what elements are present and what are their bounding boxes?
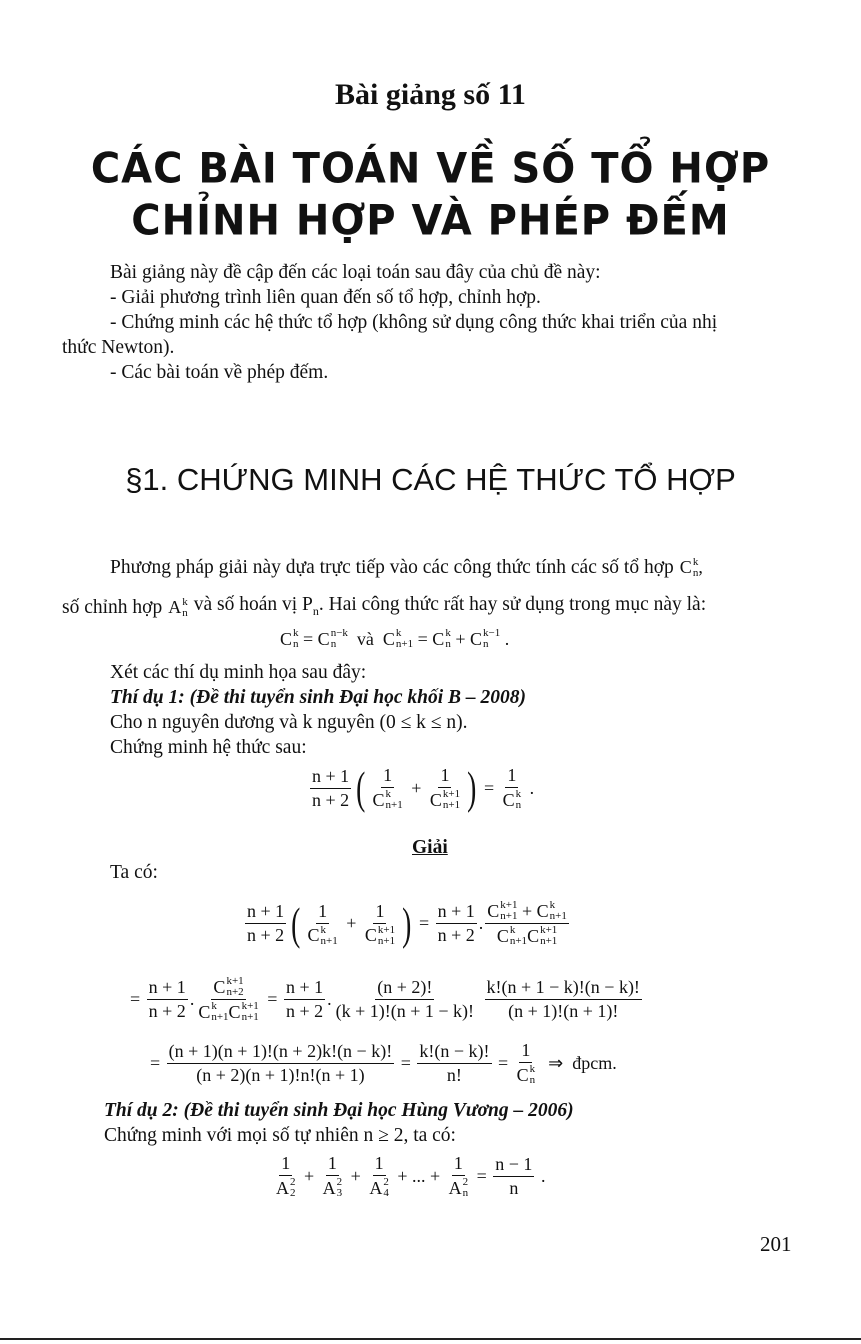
sup-sub [331,628,348,650]
combinatoric-symbol [432,628,451,650]
formula-text: n + 2 [437,925,475,945]
combinatoric-symbol [307,925,337,947]
fraction [485,900,569,947]
numerator [310,766,351,789]
intro-line: thức Newton). [62,337,175,358]
group-content [368,765,464,811]
fraction [417,1041,491,1086]
example2-title: Thí dụ 2: (Đề thi tuyển sinh Đại học Hùng Vương – 2006) [104,1100,574,1121]
symbol-base: C [213,976,226,997]
sup-sub [378,925,395,947]
sup-sub [182,597,188,619]
superscript: 2 [383,1176,389,1188]
superscript: k [692,555,699,568]
section-title: §1. CHỨNG MINH CÁC HỆ THỨC TỔ HỢP [125,462,736,497]
formula-text: . [327,989,332,1009]
fraction [274,1153,298,1199]
subscript: n+1 [241,1011,259,1023]
numerator [211,976,245,1000]
we-have: Ta có: [110,862,158,883]
denominator [245,924,286,946]
subscript: n+1 [377,934,396,947]
symbol-base: A [168,597,182,618]
formula-text: n + 2 [285,1001,324,1021]
subscript: n+1 [385,799,403,811]
subscript: n+1 [395,638,414,650]
formula-example2 [272,1153,545,1199]
denominator [436,924,477,946]
sup-sub [386,789,403,811]
method-text: số chỉnh hợp [62,597,163,619]
formula-text: k!(n − k)! [419,1040,490,1061]
formula-text: = [150,1052,165,1073]
numerator [373,901,386,924]
superscript: k [549,899,556,911]
formula-text: (k + 1)!(n + 1 − k)! [335,1001,475,1021]
numerator [438,765,451,788]
formula-text: + [346,1165,366,1186]
numerator [381,765,394,788]
fraction [334,977,476,1022]
symbol-base: C [280,628,293,649]
formula-text: 1 [453,1153,463,1173]
combinatoric-symbol [497,925,527,947]
numerator [436,901,477,924]
denominator [194,1064,366,1086]
subscript: 4 [383,1187,389,1199]
symbol-base: C [429,789,442,810]
fraction [196,976,260,1023]
fraction [485,977,642,1022]
numerator [519,1040,532,1063]
fraction [321,1153,345,1199]
fraction [428,765,462,811]
fraction [493,1154,534,1199]
symbol-base: C [487,900,500,921]
subscript: n+1 [211,1011,229,1023]
formula-akn [168,595,188,620]
formula-text: . [536,1165,546,1186]
formula-text: = [396,1052,416,1073]
formula-text: n + 2 [312,789,350,810]
right-paren: ) [402,897,412,949]
denominator [284,1000,325,1022]
symbol-base: C [432,628,445,649]
subscript: n [445,638,451,650]
combinatoric-symbol [449,1177,469,1199]
intro-line: - Các bài toán về phép đếm. [110,362,329,383]
fraction [305,901,339,947]
symbol-base: C [496,925,509,946]
sup-sub [483,628,500,650]
sup-sub [463,1177,469,1199]
fraction [363,901,397,947]
combinatoric-symbol [430,789,460,811]
subscript: n [330,638,337,650]
sup-sub [337,1177,343,1199]
numerator [485,977,642,1000]
denominator [321,1176,345,1199]
subscript: n+1 [549,910,567,922]
fraction [436,901,477,946]
superscript: k+1 [442,788,461,800]
formula-text: k!(n + 1 − k)!(n − k)! [486,977,640,997]
formula-text [478,989,483,1010]
superscript: 2 [462,1176,469,1188]
denominator [515,1063,538,1086]
left-paren: ( [356,762,366,813]
formula-text: 1 [521,1040,531,1060]
denominator [445,1064,464,1086]
formula-text: + ... + [392,1165,445,1186]
denominator [506,1000,620,1022]
method-text: . Hai công thức rất hay sử dụng trong mục này là: [318,594,707,615]
numerator [375,977,434,1000]
superscript: n−k [330,627,348,639]
numerator [279,1153,292,1176]
page-number: 201 [760,1232,792,1256]
formula-text: + [299,1165,319,1186]
right-paren: ) [467,762,477,813]
superscript: k [529,1063,536,1075]
subscript: n+1 [509,935,528,947]
superscript: k [445,627,451,639]
formula-text: n! [446,1064,462,1085]
left-paren: ( [291,897,301,949]
formula-text: = [472,1165,492,1186]
superscript: k+1 [241,1000,259,1012]
formula-step2 [130,976,644,1023]
denominator [310,789,351,811]
symbol-base: A [276,1177,289,1198]
formula-text: 1 [375,900,385,921]
subscript: n [529,1074,536,1086]
subscript: n [182,606,188,619]
pn-subscript: n [312,603,319,618]
example1-prove: Chứng minh hệ thức sau: [110,737,307,758]
formula-text: n + 1 [312,765,350,786]
formula-text: + [517,900,537,921]
formula-text: . [525,777,535,798]
formula-step3 [150,1040,617,1086]
symbol-base: A [369,1177,383,1198]
method-line1 [110,555,703,580]
method-line2 [62,592,706,624]
denominator [363,924,397,947]
superscript: k [182,595,188,608]
formula-text: . [189,989,195,1009]
sup-sub [516,789,522,811]
combinatoric-symbol [537,900,567,922]
formula-text: = [479,777,499,798]
fraction [501,765,524,811]
subscript: n+1 [442,799,461,811]
sup-sub [242,1001,259,1023]
sup-sub [530,1064,536,1086]
fraction [245,901,286,946]
formula-text: n + 1 [247,901,285,921]
examples-intro: Xét các thí dụ minh họa sau đây: [110,662,367,683]
formula-text: 1 [507,765,517,785]
formula-text: . [500,628,510,649]
chapter-title-line1: CÁC BÀI TOÁN VỀ SỐ TỔ HỢP [90,144,771,194]
subscript: n+2 [226,986,244,998]
formula-text: 1 [374,1153,384,1173]
symbol-base: C [382,628,395,649]
formula-text: = [414,913,434,933]
fraction [447,1153,471,1199]
page-bottom-rule [0,1338,861,1340]
fraction [310,766,351,811]
formula-text: ⇒ đpcm. [539,1052,617,1073]
combinatoric-symbol [680,555,699,580]
formula-identities [280,628,509,650]
denominator [274,1176,298,1199]
intro-line: - Giải phương trình liên quan đến số tổ hợp, chỉnh hợp. [110,287,541,308]
formula-text: 1 [440,765,450,785]
parenthesized-group [288,897,414,949]
symbol-base: C [679,557,692,577]
denominator [428,788,462,811]
formula-text: = [262,989,282,1009]
denominator [367,1176,391,1199]
numerator [167,1041,395,1064]
combinatoric-symbol [527,925,557,947]
formula-text: n + 2 [247,925,285,945]
combinatoric-symbol [280,628,299,650]
superscript: k [320,923,326,936]
combinatoric-symbol [503,789,522,811]
combinatoric-symbol [276,1177,296,1199]
example2-prove: Chứng minh với mọi số tự nhiên n ≥ 2, ta có: [104,1125,456,1146]
numerator [245,901,286,924]
combinatoric-symbol [372,789,402,811]
superscript: k [385,788,391,800]
symbol-base: C [198,1001,211,1022]
formula-text: n + 2 [148,1001,186,1021]
intro-line: Bài giảng này đề cập đến các loại toán sau đây của chủ đề này: [110,262,601,283]
formula-text: n − 1 [495,1153,533,1174]
symbol-base: C [469,628,482,649]
formula-step1 [243,897,571,949]
formula-text: và [347,628,383,649]
symbol-base: C [228,1001,241,1022]
sup-sub [510,925,527,947]
denominator [334,1000,476,1022]
formula-text: + [406,777,426,798]
subscript: n [515,799,522,811]
subscript: n [692,566,699,579]
superscript: k [395,627,402,639]
numerator [147,977,188,1000]
formula-text: + [450,628,470,649]
subscript: n [482,638,489,650]
example1-title: Thí dụ 1: (Đề thi tuyển sinh Đại học khối B – 2008) [110,687,527,708]
symbol-base: C [527,925,540,946]
superscript: k+1 [500,899,518,911]
formula-text: = [493,1052,513,1073]
formula-text: n + 1 [148,977,186,997]
symbol-base: C [364,925,377,945]
solution-label: Giải [412,837,448,858]
numerator [284,977,325,1000]
formula-text: = [413,628,433,649]
symbol-base: C [317,628,330,649]
denominator [495,924,559,947]
formula-text: n + 1 [437,901,475,921]
numerator [326,1153,339,1176]
denominator [305,924,339,947]
formula-text: = [298,628,318,649]
combinatoric-symbol [517,1064,536,1086]
subscript: 3 [336,1187,343,1199]
fraction [167,1041,395,1086]
sup-sub [443,789,460,811]
formula-text: 1 [327,1153,337,1173]
subscript: n+1 [540,935,558,947]
method-text [194,592,706,624]
formula-text: (n + 2)! [377,977,433,997]
fraction [147,977,188,1022]
numerator [316,901,329,924]
subscript: n [293,638,299,650]
formula-text: (n + 1)(n + 1)!(n + 2)k!(n − k)! [168,1040,393,1061]
symbol-base: A [322,1177,336,1198]
sup-sub [290,1177,296,1199]
formula-text: 1 [383,765,393,785]
symbol-base: C [372,789,385,810]
symbol-base: C [516,1064,529,1085]
superscript: 2 [290,1176,296,1188]
combinatoric-symbol [198,1001,228,1023]
formula-text: = [130,989,145,1009]
sup-sub [226,976,243,998]
numerator [485,900,569,924]
superscript: k [211,1000,217,1012]
superscript: k [509,924,516,936]
symbol-base: C [502,789,515,810]
combinatoric-symbol [470,628,500,650]
formula-text: . [478,913,484,933]
intro-line: - Chứng minh các hệ thức tổ hợp (không sử dụng công thức khai triển của nhị [110,312,718,333]
combinatoric-symbol [229,1001,259,1023]
example1-given: Cho n nguyên dương và k nguyên (0 ≤ k ≤ n). [110,712,468,733]
sup-sub [500,900,517,922]
group-content [303,901,399,947]
combinatoric-symbol [318,628,348,650]
sup-sub [321,925,338,947]
subscript: n+1 [320,934,338,947]
superscript: k [293,627,299,639]
formula-text: + [341,913,361,933]
superscript: k+1 [377,923,396,936]
combinatoric-symbol [487,900,517,922]
formula-ckn [680,555,703,580]
fraction [367,1153,391,1199]
numerator [373,1153,386,1176]
superscript: k+1 [540,924,558,936]
denominator [507,1177,520,1199]
parenthesized-group [353,762,479,813]
formula-example1 [308,762,535,813]
formula-text: n + 1 [285,977,324,997]
sup-sub [396,628,413,650]
sup-sub [383,1177,389,1199]
denominator [147,1000,188,1022]
method-text: Phương pháp giải này dựa trực tiếp vào các công thức tính các số tổ hợp [110,557,674,578]
symbol-base: C [307,925,320,945]
method-text: và số hoán vị P [193,594,313,615]
combinatoric-symbol [213,976,243,998]
formula-text: 1 [318,900,328,921]
combinatoric-symbol [369,1177,389,1199]
formula-text: (n + 2)(n + 1)!n!(n + 1) [196,1064,365,1085]
chapter-title-line2: CHỈNH HỢP VÀ PHÉP ĐẾM [131,196,730,246]
formula-text: (n + 1)!(n + 1)! [508,1001,619,1021]
combinatoric-symbol [383,628,413,650]
superscript: k−1 [482,627,501,639]
subscript: 2 [290,1187,296,1199]
superscript: k [515,788,522,800]
fraction [515,1040,538,1086]
sup-sub [540,925,557,947]
superscript: k+1 [226,975,244,987]
formula-text: , [698,557,703,577]
numerator [417,1041,491,1064]
numerator [493,1154,534,1177]
fraction [284,977,325,1022]
sup-sub [550,900,567,922]
combinatoric-symbol [323,1177,343,1199]
denominator [501,788,524,811]
sup-sub [211,1001,228,1023]
symbol-base: C [536,900,549,921]
symbol-base: A [448,1177,462,1198]
numerator [505,765,518,788]
fraction [370,765,404,811]
numerator [452,1153,465,1176]
lecture-title: Bài giảng số 11 [335,78,526,111]
denominator [447,1176,471,1199]
combinatoric-symbol [168,595,188,620]
denominator [196,1000,260,1023]
subscript: n+1 [500,910,518,922]
formula-text: 1 [281,1153,291,1173]
subscript: n [462,1187,469,1199]
formula-text: n [509,1177,519,1198]
superscript: 2 [336,1176,343,1188]
denominator [370,788,404,811]
combinatoric-symbol [365,925,395,947]
